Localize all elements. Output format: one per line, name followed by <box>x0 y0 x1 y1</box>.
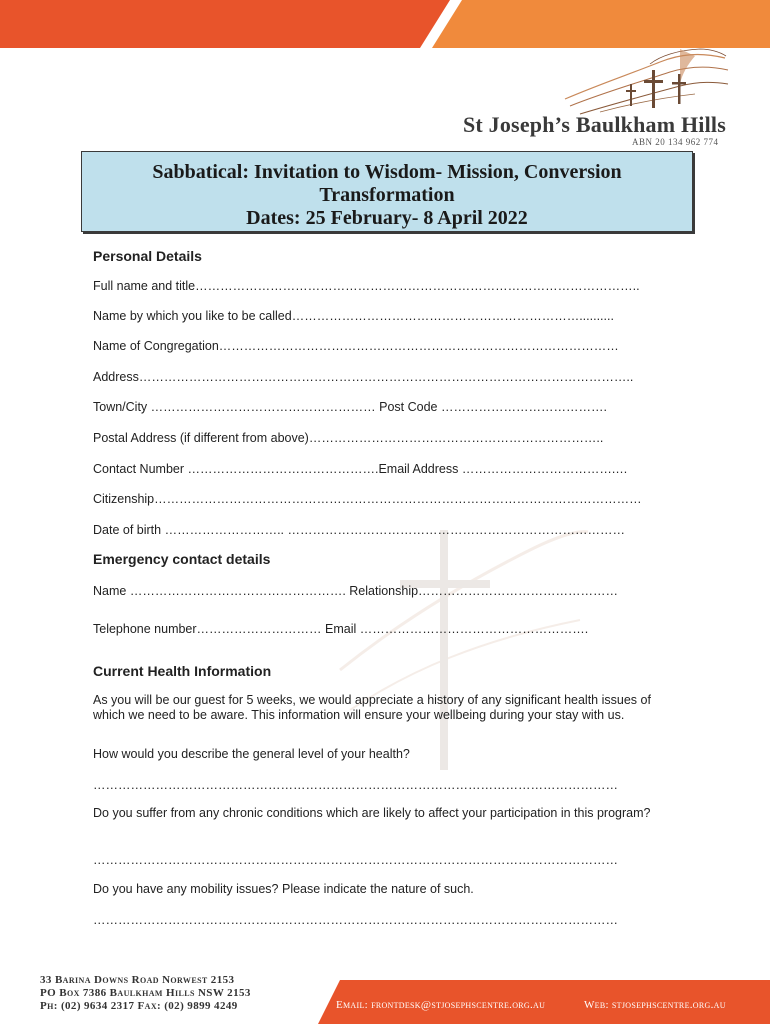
health-answer-3[interactable]: ……………………………………………………………………………………………………………… <box>93 913 618 927</box>
title-line-1: Sabbatical: Invitation to Wisdom- Mission, Conversion <box>152 161 622 183</box>
health-question-2: Do you suffer from any chronic conditions which are likely to affect your participation in this program? <box>93 806 651 820</box>
town-postcode-field[interactable]: Town/City ……………………………………………… Post Code …………………………………. <box>93 400 607 414</box>
congregation-field[interactable]: Name of Congregation…………………………………………………………………………………… <box>93 339 619 353</box>
personal-details-heading: Personal Details <box>93 248 202 264</box>
health-answer-2[interactable]: ……………………………………………………………………………………………………………… <box>93 853 618 867</box>
header-band-dark <box>0 0 450 48</box>
abn-number: ABN 20 134 962 774 <box>632 137 719 147</box>
address-field[interactable]: Address……………………………………………………………………………………………………….. <box>93 370 634 384</box>
date-of-birth-field[interactable]: Date of birth ……………………….. ……………………………………………………………………… <box>93 523 625 537</box>
emergency-contact-heading: Emergency contact details <box>93 551 271 567</box>
logo-crosses-icon <box>560 44 730 119</box>
title-line-2: Transformation <box>319 184 455 206</box>
citizenship-field[interactable]: Citizenship……………………………………………………………………………………………………… <box>93 492 642 506</box>
health-intro: As you will be our guest for 5 weeks, we would appreciate a history of any significant health issues of which we need to be aware. This information will ensure your wellbeing during your stay with us. <box>93 693 651 722</box>
emergency-phone-field[interactable]: Telephone number………………………… Email ………………………………………………. <box>93 622 589 636</box>
title-box <box>81 151 693 232</box>
postal-address-field[interactable]: Postal Address (if different from above)…………………………………………………………….. <box>93 431 604 445</box>
organisation-name: St Joseph’s Baulkham Hills <box>463 112 726 137</box>
health-question-3: Do you have any mobility issues? Please indicate the nature of such. <box>93 882 474 896</box>
header-band <box>0 0 770 48</box>
emergency-name-field[interactable]: Name ……………………………………………. Relationship………………………………………… <box>93 584 619 598</box>
footer-web[interactable]: Web: stjosephscentre.org.au <box>584 999 726 1011</box>
footer-address <box>40 974 251 1013</box>
health-answer-1[interactable]: ……………………………………………………………………………………………………………… <box>93 778 618 792</box>
footer-address-line-3: Ph: (02) 9634 2317 Fax: (02) 9899 4249 <box>40 1000 238 1012</box>
title-line-3: Dates: 25 February- 8 April 2022 <box>246 207 528 229</box>
preferred-name-field[interactable]: Name by which you like to be called…………………………………………………………….......... <box>93 309 614 323</box>
health-heading: Current Health Information <box>93 663 272 679</box>
health-question-1: How would you describe the general level of your health? <box>93 747 410 761</box>
footer-email[interactable]: Email: frontdesk@stjosephscentre.org.au <box>336 999 546 1011</box>
contact-email-field[interactable]: Contact Number ……………………………………….Email Address ……………………………….… <box>93 462 628 476</box>
footer-address-line-1: 33 Barina Downs Road Norwest 2153 <box>40 974 235 986</box>
header-band-light <box>432 0 770 48</box>
footer-address-line-2: PO Box 7386 Baulkham Hills NSW 2153 <box>40 987 251 999</box>
full-name-field[interactable]: Full name and title…………………………………………………………………………………………….. <box>93 279 640 293</box>
